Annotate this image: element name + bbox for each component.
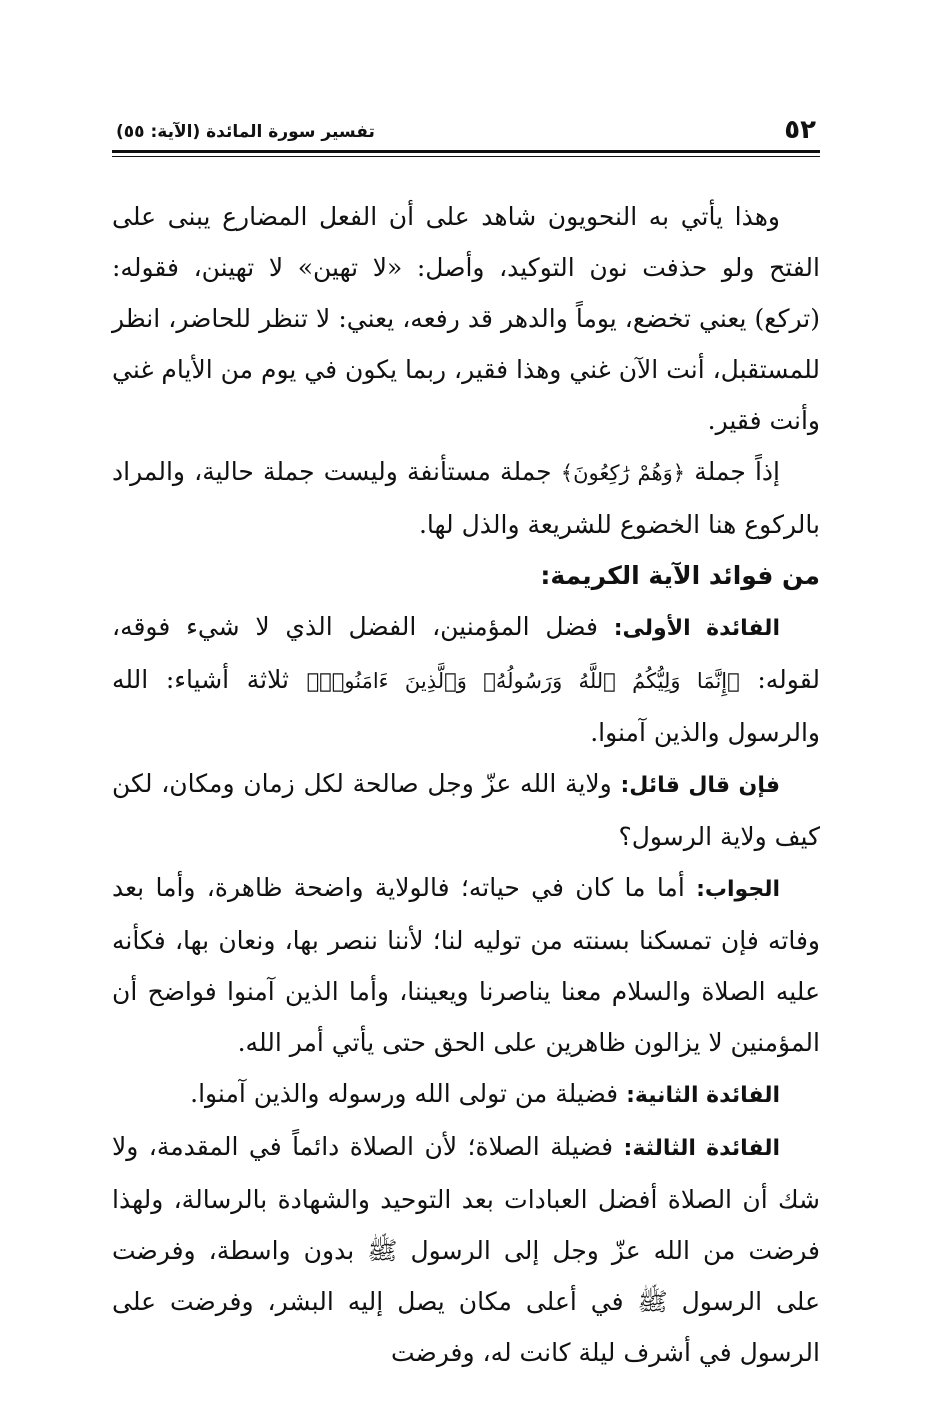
benefit-2 <box>112 1068 820 1121</box>
book-page <box>112 108 820 1378</box>
paragraph-1 <box>112 191 820 446</box>
paragraph-1-text: وهذا يأتي به النحويون شاهد على أن الفعل المضارع يبنى على الفتح ولو حذفت نون التوكيد، وأصل: «لا تهين» لا تهينن، فقوله: (تركع) يعني تخضع، يوماً والدهر قد رفعه، يعني: لا تنظر للحاضر، انظر للمستقبل، أنت الآن غني وهذا فقير، ربما يكون في يوم من الأيام غني وأنت فقير. <box>112 202 820 435</box>
section-heading: من فوائد الآية الكريمة: <box>540 561 820 590</box>
benefit-1-lead: الفائدة الأولى: <box>613 616 780 641</box>
benefit-3-lead: الفائدة الثالثة: <box>623 1136 781 1161</box>
header-rule-thick <box>112 150 820 153</box>
running-title: تفسير سورة المائدة (الآية: ٥٥) <box>116 122 375 142</box>
benefit-1-after: ثلاثة أشياء: الله والرسول والذين آمنوا. <box>112 665 820 747</box>
answer-lead: الجواب: <box>696 877 780 902</box>
benefit-1 <box>112 601 820 758</box>
quran-verse: ﴿إِنَّمَا وَلِيُّكُمُ ٱللَّهُ وَرَسُولُهُۥ وَٱلَّذِينَ ءَامَنُوا۟﴾ <box>306 669 740 693</box>
answer-paragraph <box>112 862 820 1068</box>
page-body <box>112 191 820 1378</box>
question-paragraph <box>112 758 820 862</box>
paragraph-2 <box>112 446 820 550</box>
benefit-3-text: فضيلة الصلاة؛ لأن الصلاة دائماً في المقدمة، ولا شك أن الصلاة أفضل العبادات بعد التوحيد والشهادة بالرسالة، ولهذا فرضت من الله عزّ وجل إلى الرسول ﷺ بدون واسطة، وفرضت على الرسول ﷺ في أعلى مكان يصل إليه البشر، وفرضت على الرسول في أشرف ليلة كانت له، وفرضت <box>112 1132 820 1367</box>
quran-verse: ﴿وَهُمْ رَٰكِعُونَ﴾ <box>560 461 686 485</box>
benefit-3 <box>112 1121 820 1378</box>
paragraph-2-before: إذاً جملة <box>685 457 780 486</box>
paragraph-2-after: جملة مستأنفة وليست جملة حالية، والمراد بالركوع هنا الخضوع للشريعة والذل لها. <box>112 457 820 539</box>
page-number: ٥٢ <box>784 115 816 145</box>
benefit-1-before: فضل المؤمنين، الفضل الذي لا شيء فوقه، لقوله: <box>112 612 820 694</box>
question-lead: فإن قال قائل: <box>620 773 780 798</box>
benefit-2-lead: الفائدة الثانية: <box>626 1083 780 1108</box>
benefit-2-text: فضيلة من تولى الله ورسوله والذين آمنوا. <box>190 1079 627 1108</box>
question-text: ولاية الله عزّ وجل صالحة لكل زمان ومكان، لكن كيف ولاية الرسول؟ <box>112 769 820 851</box>
header-rule-thin <box>112 156 820 157</box>
answer-text: أما ما كان في حياته؛ فالولاية واضحة ظاهرة، وأما بعد وفاته فإن تمسكنا بسنته من توليه لنا؛ لأننا ننصر بها، ونعان بها، فكأنه عليه الصلاة والسلام معنا يناصرنا ويعيننا، وأما الذين آمنوا فواضح أن المؤمنين لا يزالون ظاهرين على الحق حتى يأتي أمر الله. <box>112 873 820 1057</box>
page-header <box>112 108 820 144</box>
